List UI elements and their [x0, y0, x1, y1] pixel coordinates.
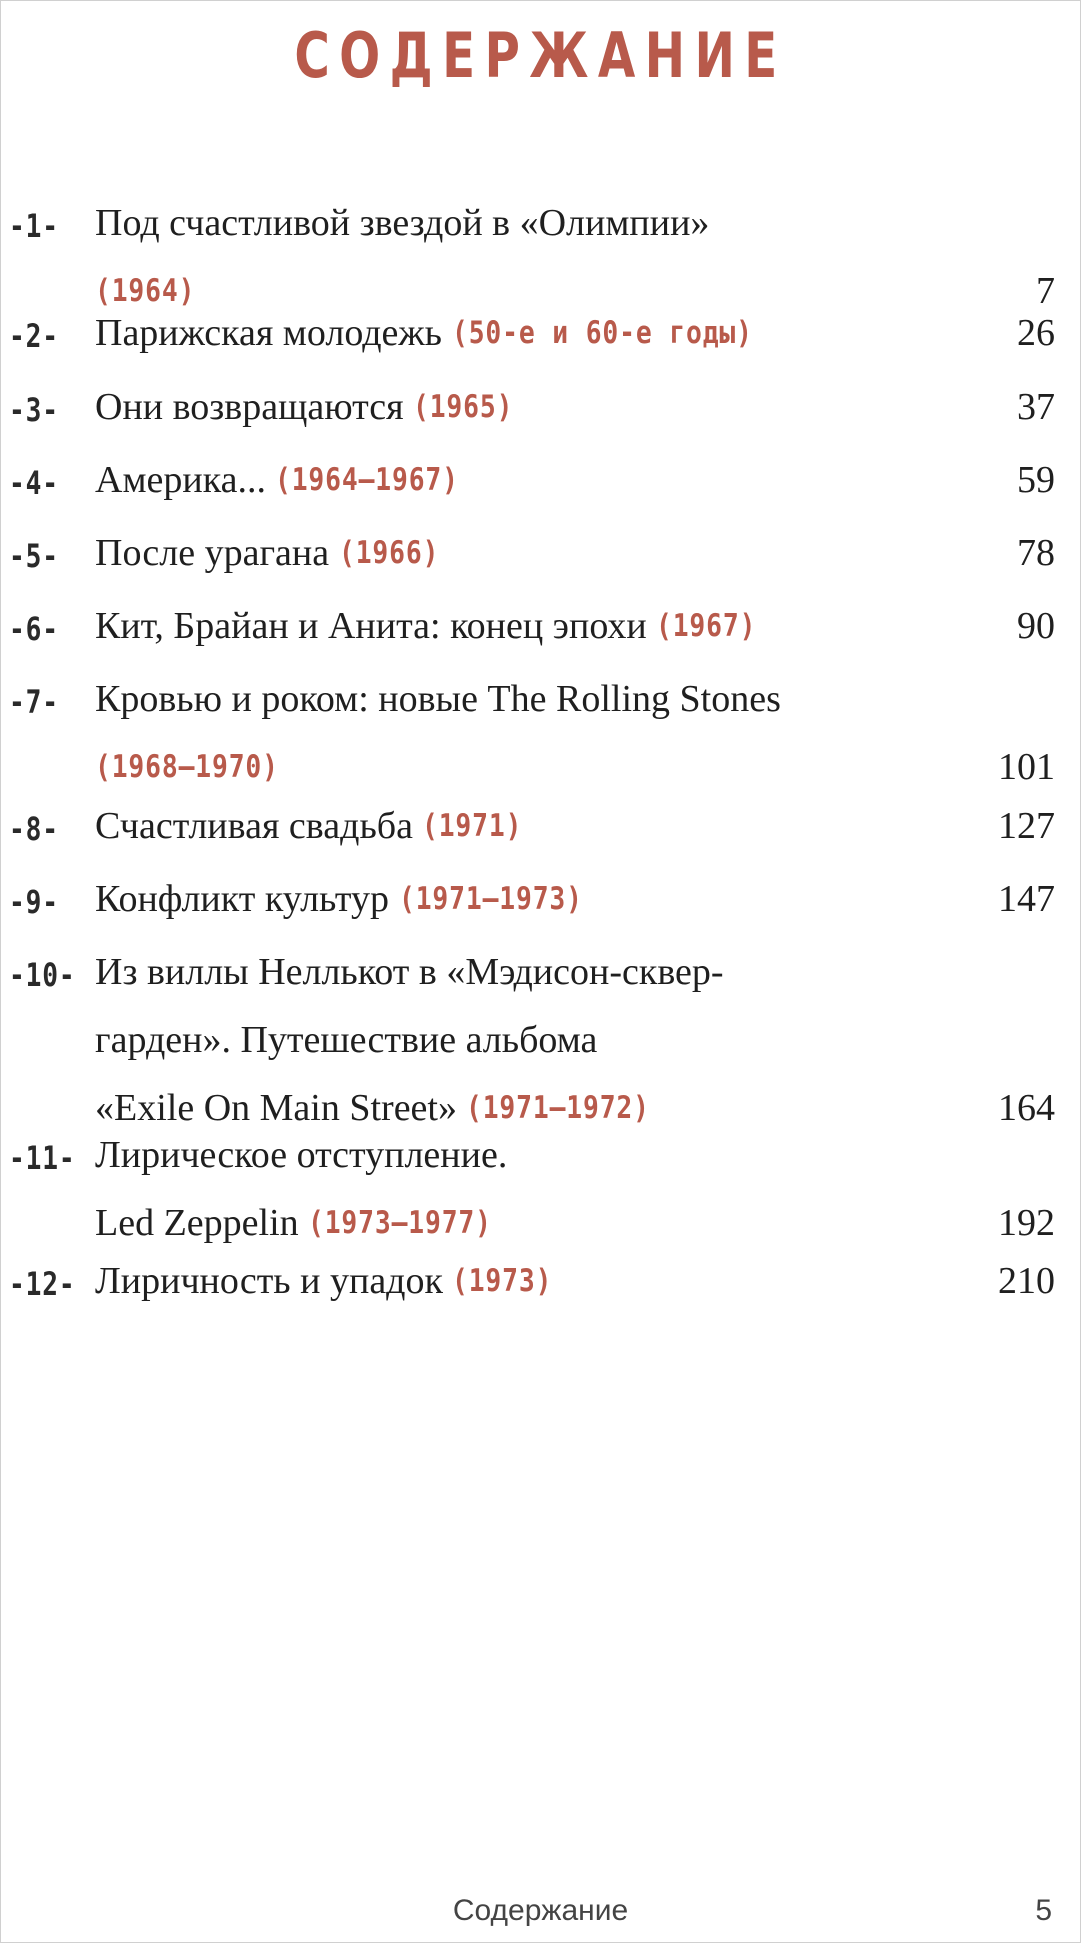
chapter-years: (1971—1973)	[398, 881, 583, 917]
chapter-page-number: 37	[1017, 386, 1055, 428]
footer-page-number: 5	[1035, 1894, 1052, 1927]
chapter-number: -6-	[9, 610, 59, 648]
chapter-years: (1966)	[338, 535, 439, 571]
chapter-years: (1973—1977)	[308, 1205, 493, 1241]
chapter-title-text: После урагана	[95, 532, 339, 574]
chapter-page-number: 26	[1017, 312, 1055, 354]
chapter-number: -7-	[9, 683, 59, 721]
chapter-number: -8-	[9, 810, 59, 848]
chapter-title-line	[95, 385, 1055, 429]
chapter-number: -5-	[9, 537, 59, 575]
chapter-title-text: Лирическое отступление.	[95, 1134, 508, 1176]
chapter-years: (1968—1970)	[95, 749, 279, 785]
chapter-page-number: 147	[998, 878, 1055, 920]
chapter-title-text: Led Zeppelin	[95, 1202, 309, 1244]
chapter-title-text: «Exile On Main Street»	[95, 1087, 467, 1129]
chapter-page-number: 59	[1017, 459, 1055, 501]
chapter-title-text: Парижская молодежь	[95, 312, 452, 354]
chapter-title-text: Кит, Брайан и Анита: конец эпохи	[95, 605, 657, 647]
chapter-title-line	[95, 1133, 1055, 1177]
chapter-number: -1-	[9, 207, 59, 245]
chapter-title-text: Из виллы Неллькот в «Мэдисон-сквер-	[95, 951, 724, 993]
chapter-title-line	[95, 877, 1055, 921]
chapter-page-number: 192	[998, 1202, 1055, 1244]
chapter-page-number: 90	[1017, 605, 1055, 647]
chapter-title-line	[95, 677, 1055, 721]
chapter-page-number: 164	[998, 1087, 1055, 1129]
chapter-title-line	[95, 201, 1055, 245]
chapter-title-line	[95, 458, 1055, 502]
chapter-years: (1964—1967)	[275, 462, 460, 498]
chapter-years: (1971—1972)	[466, 1090, 651, 1126]
chapter-title-text: Они возвращаются	[95, 386, 414, 428]
chapter-title-line	[95, 1259, 1055, 1303]
chapter-title-line	[95, 1086, 1055, 1130]
chapter-title-text: гарден». Путешествие альбома	[95, 1019, 598, 1061]
chapter-title-text: Счастливая свадьба	[95, 805, 423, 847]
chapter-title-line	[95, 604, 1055, 648]
chapter-page-number: 7	[1036, 270, 1055, 312]
chapter-number: -2-	[9, 317, 59, 355]
chapter-number: -4-	[9, 464, 59, 502]
chapter-years: (1967)	[656, 608, 757, 644]
running-footer-label: Содержание	[452, 1894, 629, 1927]
chapter-years: (1965)	[413, 389, 514, 425]
chapter-page-number: 78	[1017, 532, 1055, 574]
chapter-title-line	[95, 311, 1055, 355]
chapter-title-line	[95, 531, 1055, 575]
chapter-number: -12-	[9, 1265, 76, 1303]
chapter-years: (1971)	[422, 808, 523, 844]
chapter-page-number: 127	[998, 805, 1055, 847]
chapter-number: -9-	[9, 883, 59, 921]
chapter-title-text: Кровью и роком: новые The Rolling Stones	[95, 678, 781, 720]
chapter-number: -10-	[9, 956, 76, 994]
chapter-title-line	[95, 804, 1055, 848]
chapter-page-number: 101	[998, 746, 1055, 788]
chapter-years: (50-е и 60-е годы)	[451, 315, 753, 351]
chapter-title-line	[95, 1201, 1055, 1245]
chapter-title-line	[95, 950, 1055, 994]
chapter-years: (1964)	[95, 273, 196, 309]
chapter-number: -3-	[9, 391, 59, 429]
chapter-title-line	[95, 1018, 1055, 1062]
chapter-title-line	[95, 269, 1055, 313]
chapter-title-text: Под счастливой звездой в «Олимпии»	[95, 202, 710, 244]
chapter-number: -11-	[9, 1139, 76, 1177]
page-title: СОДЕРЖАНИЕ	[294, 19, 787, 92]
chapter-title-text: Конфликт культур	[95, 878, 399, 920]
chapter-title-text: Лиричность и упадок	[95, 1260, 453, 1302]
chapter-title-line	[95, 745, 1055, 789]
chapter-page-number: 210	[998, 1260, 1055, 1302]
chapter-title-text: Америка...	[95, 459, 276, 501]
chapter-years: (1973)	[452, 1263, 553, 1299]
